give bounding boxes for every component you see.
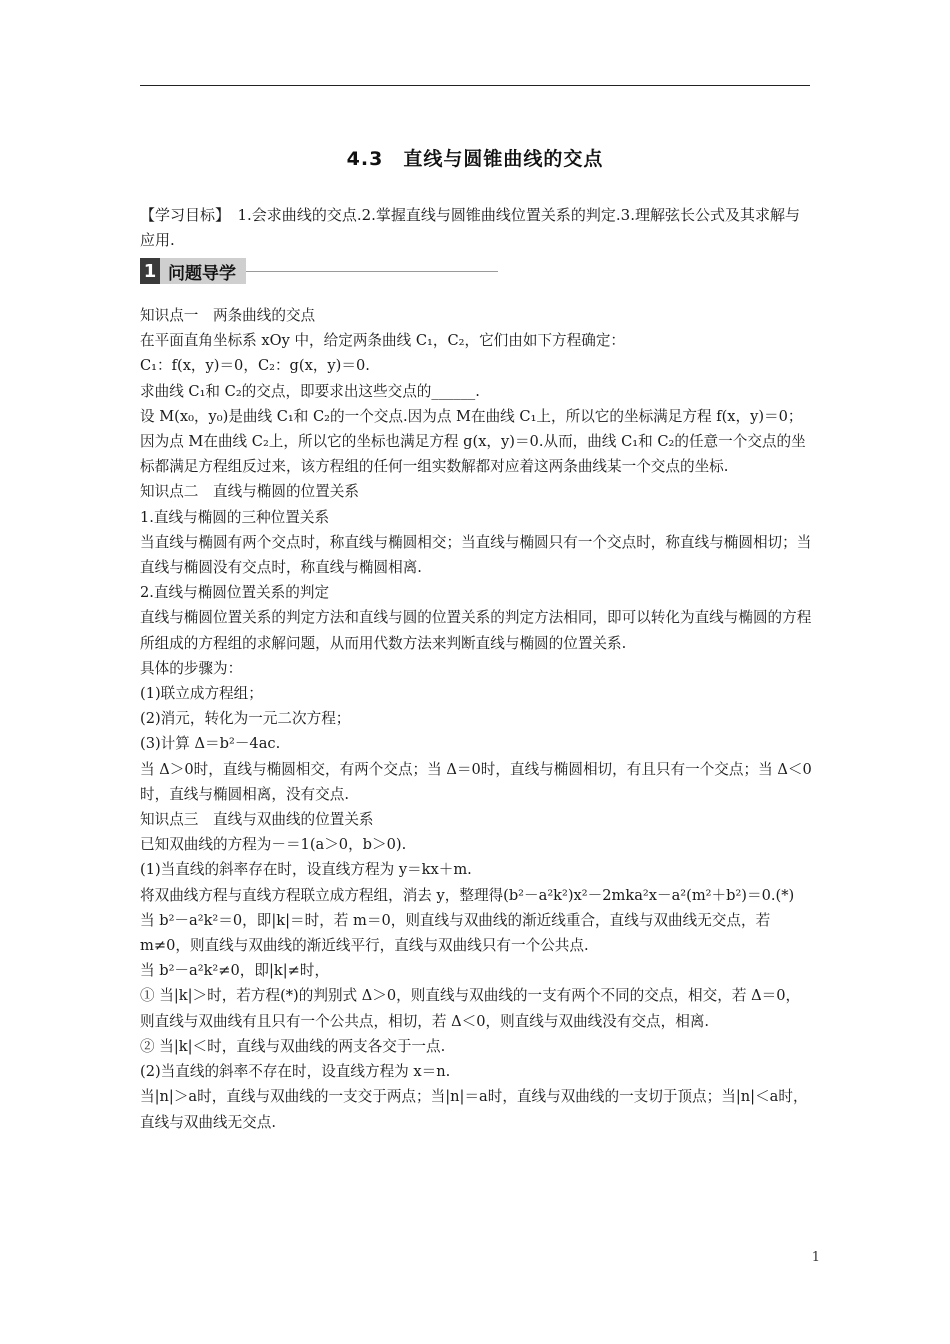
paragraph: 当 b²－a²k²≠0，即|k|≠时， bbox=[140, 962, 330, 980]
paragraph: 已知双曲线的方程为－＝1(a＞0，b＞0). bbox=[140, 836, 407, 854]
paragraph: 具体的步骤为： bbox=[140, 659, 243, 677]
subheading: 2.直线与椭圆位置关系的判定 bbox=[140, 584, 330, 602]
paragraph: (1)当直线的斜率存在时，设直线方程为 y＝kx＋m. bbox=[140, 861, 472, 879]
page-number: 1 bbox=[811, 1250, 820, 1265]
section-number: 1 bbox=[140, 258, 160, 284]
kp3-heading: 知识点三 直线与双曲线的位置关系 bbox=[140, 811, 374, 829]
step-item: (3)计算 Δ＝b²－4ac. bbox=[140, 735, 281, 753]
kp1-heading: 知识点一 两条曲线的交点 bbox=[140, 307, 316, 324]
paragraph: 当 Δ＞0时，直线与椭圆相交，有两个交点；当 Δ＝0时，直线与椭圆相切，有且只有一个交点；当 Δ＜0时，直线与椭圆相离，没有交点. bbox=[140, 760, 812, 803]
section-rule bbox=[246, 271, 498, 272]
step-item: (2)消元，转化为一元二次方程； bbox=[140, 710, 351, 728]
paragraph: 将双曲线方程与直线方程联立成方程组，消去 y，整理得(b²－a²k²)x²－2mka²x－a²(m²＋b²)＝0.(*) bbox=[140, 886, 795, 904]
paragraph: 在平面直角坐标系 xOy 中，给定两条曲线 C₁，C₂，它们由如下方程确定： bbox=[140, 332, 626, 350]
step-item: (1)联立成方程组； bbox=[140, 685, 263, 703]
section-label: 问题导学 bbox=[160, 258, 246, 284]
paragraph: (2)当直线的斜率不存在时，设直线方程为 x＝n. bbox=[140, 1063, 451, 1081]
section-header bbox=[140, 258, 498, 284]
paragraph: ① 当|k|＞时，若方程(*)的判别式 Δ＞0，则直线与双曲线的一支有两个不同的交点，相交，若 Δ＝0，则直线与双曲线有且只有一个公共点，相切，若 Δ＜0，则直线与双曲线没有交点，相离. bbox=[140, 987, 801, 1030]
header-rule bbox=[140, 85, 810, 86]
paragraph: 直线与椭圆位置关系的判定方法和直线与圆的位置关系的判定方法相同，即可以转化为直线与椭圆的方程所组成的方程组的求解问题，从而用代数方法来判断直线与椭圆的位置关系. bbox=[140, 609, 812, 652]
paragraph: 当直线与椭圆有两个交点时，称直线与椭圆相交；当直线与椭圆只有一个交点时，称直线与椭圆相切；当直线与椭圆没有交点时，称直线与椭圆相离. bbox=[140, 533, 812, 577]
paragraph: 设 M(x₀，y₀)是曲线 C₁和 C₂的一个交点.因为点 M在曲线 C₁上，所以它的坐标满足方程 f(x，y)＝0；因为点 M在曲线 C₂上，所以它的坐标也满足方程 g(x，y)＝0.从而，曲线 C₁和 C₂的任意一个交点的坐标都满足方程组反过来，该方程组的任何一组实数解都对应着这两条曲线某一个交点的坐标. bbox=[140, 407, 806, 476]
paragraph: 求曲线 C₁和 C₂的交点，即要求出这些交点的______. bbox=[140, 382, 480, 400]
document-body bbox=[140, 303, 812, 1135]
kp2-heading: 知识点二 直线与椭圆的位置关系 bbox=[140, 483, 359, 501]
subheading: 1.直线与椭圆的三种位置关系 bbox=[140, 508, 330, 526]
equation-line: C₁：f(x，y)＝0，C₂：g(x，y)＝0. bbox=[140, 357, 370, 375]
paragraph: 当|n|＞a时，直线与双曲线的一支交于两点；当|n|＝a时，直线与双曲线的一支切于顶点；当|n|＜a时，直线与双曲线无交点. bbox=[140, 1088, 808, 1131]
paragraph: ② 当|k|＜时，直线与双曲线的两支各交于一点. bbox=[140, 1037, 446, 1055]
page-title: 4.3 直线与圆锥曲线的交点 bbox=[346, 148, 604, 170]
learning-objectives: 【学习目标】 1.会求曲线的交点.2.掌握直线与圆锥曲线位置关系的判定.3.理解弦长公式及其求解与应用. bbox=[140, 206, 800, 249]
paragraph: 当 b²－a²k²＝0，即|k|＝时，若 m＝0，则直线与双曲线的渐近线重合，直线与双曲线无交点，若 m≠0，则直线与双曲线的渐近线平行，直线与双曲线只有一个公共点. bbox=[140, 911, 771, 955]
